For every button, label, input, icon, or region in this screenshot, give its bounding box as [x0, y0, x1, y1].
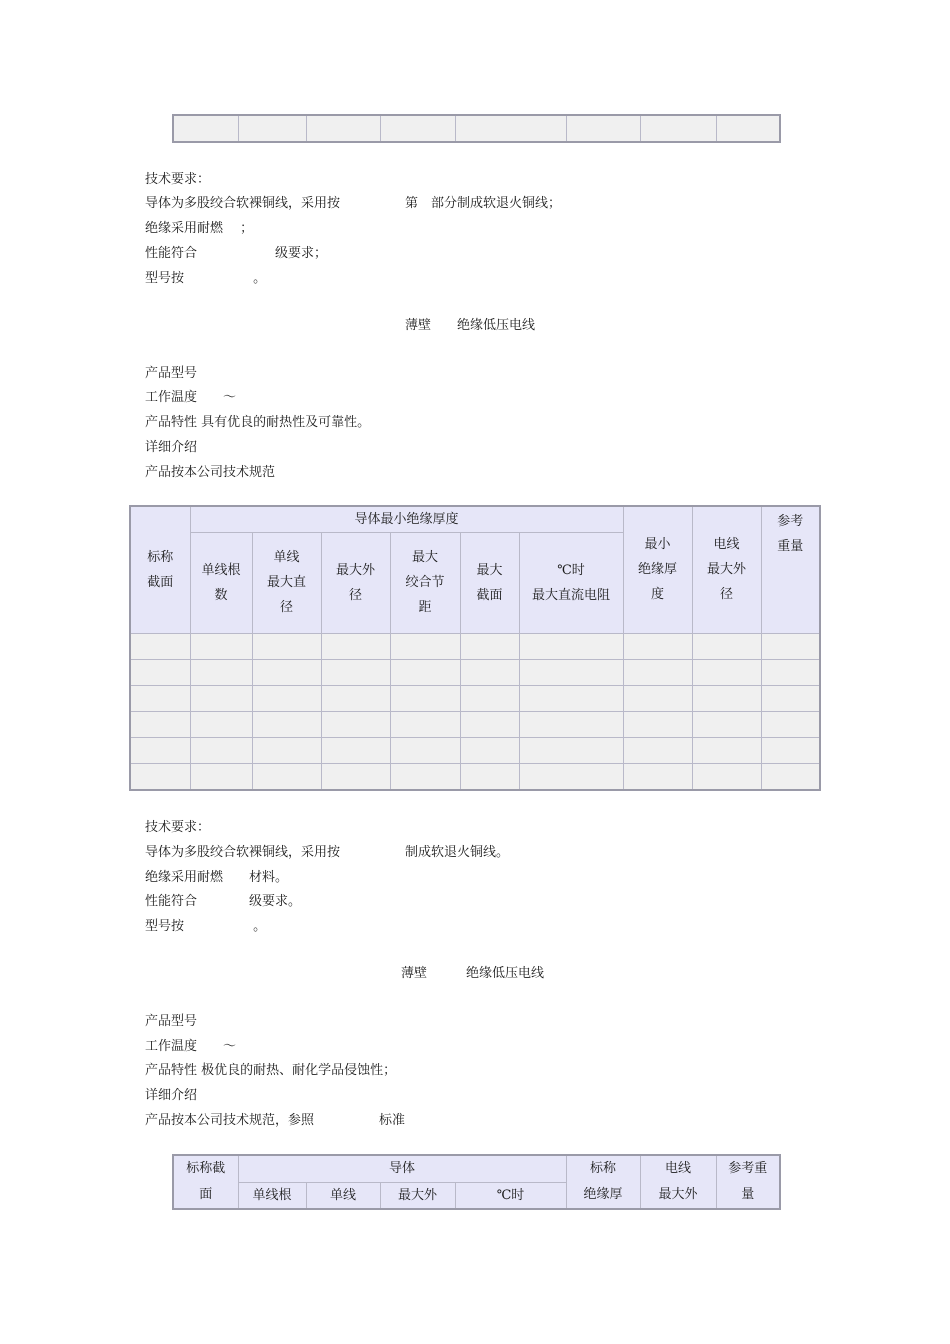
table-cell — [238, 115, 306, 142]
header-strand-count: 单线根 数 — [190, 533, 252, 634]
tech-req-line: 型号按 。 — [145, 919, 267, 934]
tech-req-line: 绝缘采用耐燃 材料。 — [145, 870, 289, 885]
info-line: 工作温度 ～ — [145, 1039, 237, 1054]
table-cell — [306, 115, 380, 142]
info-line: 工作温度 ～ — [145, 390, 237, 405]
tech-req-line: 导体为多股绞合软裸铜线，采用按 第 部分制成软退火铜线； — [145, 196, 562, 211]
info-line: 产品型号 — [145, 366, 198, 381]
table-row — [130, 685, 820, 711]
header-ref-weight: 参考 重量 — [761, 506, 820, 633]
header-single-wire-dia: 单线 最大直 径 — [252, 533, 321, 634]
header-nominal-insulation: 标称 绝缘厚 — [566, 1155, 640, 1209]
table-row — [130, 633, 820, 659]
info-line: 产品特性 具有优良的耐热性及可靠性。 — [145, 415, 371, 430]
tech-req-heading: 技术要求： — [145, 172, 211, 187]
section-title: 薄壁 绝缘低压电线 — [405, 318, 536, 333]
info-line: 详细介绍 — [145, 440, 198, 455]
section-title: 薄壁 绝缘低压电线 — [401, 966, 545, 981]
table-cell — [380, 115, 455, 142]
table-cell — [455, 115, 566, 142]
header-wire-max-od: 电线 最大外 — [640, 1155, 716, 1209]
table-row — [130, 712, 820, 738]
info-line: 产品按本公司技术规范，参照 标准 — [145, 1113, 406, 1128]
info-line: 产品型号 — [145, 1014, 198, 1029]
tech-req-line: 性能符合 级要求； — [145, 246, 328, 261]
header-conductor-min-insulation: 导体最小绝缘厚度 — [190, 506, 623, 533]
header-conductor: 导体 — [238, 1155, 566, 1182]
table-header-row — [130, 506, 820, 533]
header-wire-max-od: 电线 最大外 径 — [692, 506, 761, 633]
table-cell — [640, 115, 716, 142]
header-max-od: 最大外 — [380, 1182, 455, 1209]
header-single-wire: 单线 — [306, 1182, 380, 1209]
header-ref-weight: 参考重 量 — [716, 1155, 780, 1209]
top-table — [172, 114, 781, 143]
spec-table — [172, 1154, 781, 1210]
header-max-pitch: 最大 绞合节 距 — [390, 533, 460, 634]
header-min-insulation: 最小 绝缘厚 度 — [623, 506, 692, 633]
header-nominal-section: 标称截 面 — [173, 1155, 238, 1209]
header-dc-resistance: ℃时 最大直流电阻 — [519, 533, 623, 634]
header-max-section: 最大 截面 — [460, 533, 519, 634]
header-nominal-section: 标称 截面 — [130, 506, 190, 633]
tech-req-line: 绝缘采用耐燃 ； — [145, 221, 254, 236]
spec-table — [129, 505, 821, 791]
header-max-od: 最大外 径 — [321, 533, 390, 634]
table-row — [130, 764, 820, 790]
tech-req-line: 导体为多股绞合软裸铜线，采用按 制成软退火铜线。 — [145, 845, 510, 860]
table-row — [173, 115, 780, 142]
tech-req-heading: 技术要求： — [145, 820, 211, 835]
info-line: 详细介绍 — [145, 1088, 198, 1103]
table-cell — [566, 115, 640, 142]
header-dc-resistance: ℃时 — [455, 1182, 566, 1209]
info-line: 产品按本公司技术规范 — [145, 465, 276, 480]
table-cell — [173, 115, 238, 142]
tech-req-line: 型号按 。 — [145, 271, 267, 286]
header-strand-count: 单线根 — [238, 1182, 306, 1209]
table-header-row — [173, 1155, 780, 1182]
tech-req-line: 性能符合 级要求。 — [145, 894, 302, 909]
table-cell — [716, 115, 780, 142]
table-row — [130, 738, 820, 764]
table-row — [130, 659, 820, 685]
info-line: 产品特性 极优良的耐热、耐化学品侵蚀性； — [145, 1063, 397, 1078]
